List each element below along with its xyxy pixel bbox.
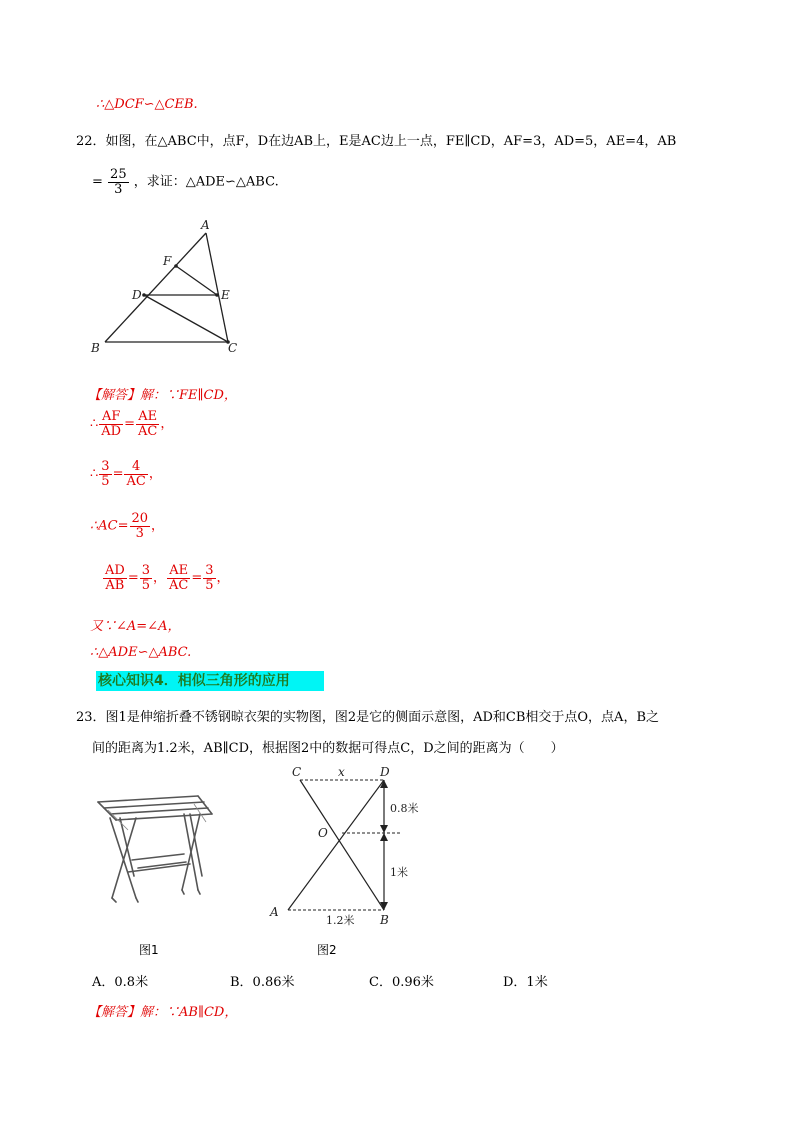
numerator: AF	[99, 410, 123, 425]
comma: ，	[151, 518, 165, 534]
fraction-ad-ab	[103, 564, 127, 592]
equals: =	[191, 570, 203, 586]
numerator: 3	[205, 563, 214, 578]
prove-text: ，求证：△ADE∽△ABC.	[133, 174, 279, 190]
point-e	[215, 293, 219, 297]
therefore-symbol: ∴	[90, 466, 99, 482]
ab-numerator: 25	[110, 167, 127, 182]
fig2-caption: 图2	[317, 943, 337, 957]
segment-ab	[105, 233, 206, 342]
numerator: 3	[101, 459, 110, 474]
fraction-4-ac	[124, 460, 147, 488]
therefore-symbol: ∴	[90, 416, 99, 432]
label-d: D	[380, 765, 390, 779]
comma: ，	[148, 466, 162, 482]
comma: ，	[160, 416, 174, 432]
option-a[interactable]: A．0.8米	[92, 975, 149, 990]
equals: =	[112, 466, 124, 482]
label-e: E	[221, 288, 230, 302]
denominator: 5	[101, 473, 110, 489]
denominator: AC	[126, 473, 146, 489]
answer22-step5: 又∵∠A=∠A，	[90, 619, 181, 634]
numerator: AE	[136, 410, 159, 425]
answer22-head: 【解答】解：∵FE∥CD，	[88, 388, 237, 403]
comma: ，	[216, 570, 230, 586]
answer22-step6: ∴△ADE∽△ABC.	[90, 645, 192, 660]
answer23-head: 【解答】解：∵AB∥CD，	[88, 1005, 238, 1020]
fraction-3-5	[99, 460, 111, 488]
fraction-20-3	[130, 512, 151, 540]
option-b[interactable]: B．0.86米	[230, 975, 295, 990]
ab-fraction	[108, 168, 129, 196]
q23-line1: 23．图1是伸缩折叠不锈钢晾衣架的实物图，图2是它的侧面示意图，AD和CB相交于点O，点A，B之	[76, 710, 659, 725]
fraction-3-5	[203, 564, 215, 592]
denominator: AB	[105, 577, 125, 593]
ab-equals: =	[92, 174, 103, 190]
dim-1-2: 1.2米	[326, 914, 355, 927]
numerator: 20	[131, 511, 149, 526]
denominator: 3	[135, 525, 144, 541]
denominator: AC	[138, 423, 158, 439]
numerator: 4	[124, 460, 147, 475]
numerator: AE	[167, 564, 190, 579]
label-b: B	[91, 341, 100, 355]
dim-0-8: 0.8米	[390, 802, 419, 815]
ac-equals: ∴AC=	[90, 518, 129, 534]
arrow-up-icon	[380, 833, 388, 841]
option-d[interactable]: D．1米	[503, 975, 548, 990]
label-d: D	[132, 288, 142, 302]
segment-cb	[300, 780, 384, 910]
label-c: C	[228, 341, 238, 355]
fraction-3-5	[140, 564, 152, 592]
fraction-ae-ac	[136, 410, 159, 438]
label-a: A	[201, 218, 210, 232]
segment-ad	[288, 780, 384, 910]
triangle-figure	[80, 215, 260, 360]
answer22-step3	[90, 512, 164, 540]
label-c: C	[292, 765, 302, 779]
denominator: 5	[205, 577, 214, 593]
answer22-step1	[90, 410, 173, 438]
segment-fe	[176, 266, 217, 295]
label-f: F	[163, 254, 172, 268]
arrow-down-icon	[380, 825, 388, 833]
denominator: AD	[101, 423, 122, 439]
label-o: O	[318, 826, 328, 840]
segment-dc	[144, 295, 228, 342]
denominator: AC	[169, 577, 189, 593]
q22-text: 22．如图，在△ABC中，点F，D在边AB上，E是AC边上一点，FE∥CD，AF=3，AD=5，AE=4，AB	[76, 134, 677, 149]
comma: ，	[153, 570, 167, 586]
numerator: AD	[105, 563, 125, 578]
dim-1: 1米	[390, 866, 408, 879]
q22-condition	[92, 168, 279, 196]
fraction-af-ad	[99, 410, 123, 438]
conclusion-line: ∴△DCF∽△CEB.	[96, 97, 198, 112]
q23-line2: 间的距离为1.2米，AB∥CD，根据图2中的数据可得点C，D之间的距离为（ ）	[92, 741, 564, 756]
label-x: x	[338, 765, 345, 779]
option-c[interactable]: C．0.96米	[369, 975, 434, 990]
point-d	[142, 293, 146, 297]
answer22-step2	[90, 460, 162, 488]
ab-denominator: 3	[114, 181, 123, 197]
point-f	[174, 264, 178, 268]
fraction-ae-ac	[167, 564, 190, 592]
answer22-step4	[102, 564, 230, 592]
label-b: B	[380, 913, 389, 927]
clothes-rack-photo	[90, 790, 220, 912]
side-diagram	[262, 760, 422, 930]
equals: =	[127, 570, 139, 586]
denominator: 5	[141, 577, 150, 593]
fig1-caption: 图1	[139, 943, 159, 957]
equals: =	[124, 416, 135, 432]
label-a: A	[270, 905, 279, 919]
numerator: 3	[141, 563, 150, 578]
section-heading: 核心知识4．相似三角形的应用	[96, 671, 324, 691]
